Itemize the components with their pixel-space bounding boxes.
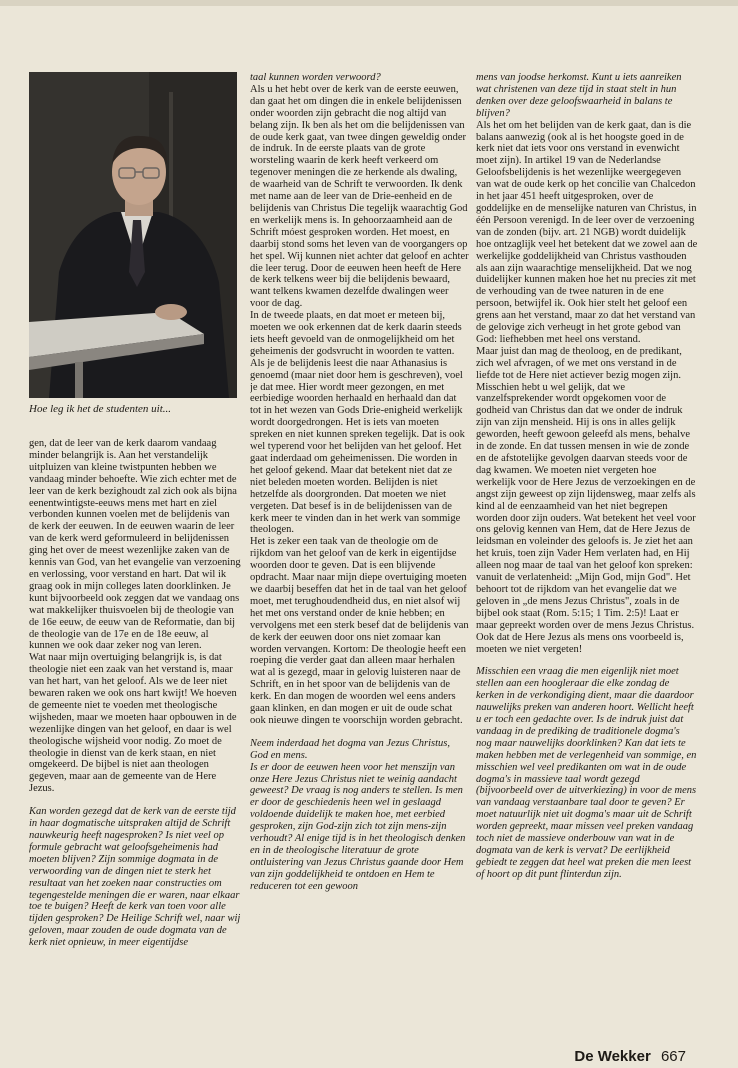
portrait-photo: [29, 72, 237, 398]
photo-caption: Hoe leg ik het de studenten uit...: [29, 403, 172, 415]
article-column-2: [250, 72, 469, 984]
top-edge: [0, 0, 738, 6]
interview-question: Kan worden gezegd dat de kerk van de eerste tijd in haar dogmatische uitspraken altijd de Schrift nauwkeurig heeft nagesproken? Is niet veel op formule gebracht wat geloofsgeheimenis had moeten blijven? Zijn sommige dogmata in de verwoording van de dingen niet te sterk het resultaat van het zoeken naar constructies om tegengestelde meningen die er waren, naar elkaar toe te buigen? Heeft de kerk van toen voor alle tijden gesproken? De Heilige Schrift wel, naar wij geloven, maar zouden de oude dogmata van de kerk niet opnieuw, in meer eigentijdse: [29, 806, 241, 949]
lecturer-illustration: [29, 72, 237, 398]
paragraph: Als u het hebt over de kerk van de eerste eeuwen, dan gaat het om dingen die in enkele belijdenissen onder woorden zijn gebracht die nog altijd van belang zijn. Ik ben als het om die belijdenissen van de oude kerk gaat, van twee dingen geweldig onder de indruk. In de eerste plaats van de grote worsteling waarin de kerk heeft verkeerd om tegenover meningen die ze herkende als dwaling, de waarheid van de Schrift te verwoorden. Ik denk met name aan de leer van de Drie-eenheid en de belijdenis van Christus Die tegelijk waarachtig God en werkelijk mens is. In gehoorzaamheid aan de Schrift móest gesproken worden. Het moest, en daarbij stond soms het leven van de voorgangers op het spel. Wij kunnen niet achter dat geloof en achter die leer terug. Door de eeuwen heen heeft de Here de kerk telkens weer bij die belijdenis bewaard, want telkens kwamen dezelfde dwalingen weer voor de dag.: [250, 83, 469, 310]
page-footer: [574, 1048, 686, 1065]
page-number: 667: [660, 1048, 686, 1065]
interview-question: Neem inderdaad het dogma van Jezus Christus, God en mens.: [250, 737, 450, 761]
paragraph: Wat naar mijn overtuiging belangrijk is, is dat theologie niet een zaak van het verstand is, maar van het hart, van het geloof. Als we de leer niet bewaren raken we ook ons hart kwijt! We hoeven de gemeente niet te voeden met theologische wijsheden, maar we moeten haar opbouwen in de wezenlijke dingen van het geloof, en daar is wel theologische wijsheid voor nodig. Zo moet de theologie in dienst van de kerk staan, en niet omgekeerd. De bijbel is niet aan theologen gegeven, maar aan de gemeente van de Here Jezus.: [29, 652, 237, 795]
article-column-1: [29, 438, 241, 1040]
interview-question: mens van joodse herkomst. Kunt u iets aanreiken wat christenen van deze tijd in staat stelt in hun denken over deze geloofswaarheid in balans te blijven?: [476, 72, 682, 119]
paragraph: Als het om het belijden van de kerk gaat, dan is die balans aanwezig (ook al is het hoogste goed in de kerk niet dat iets voor ons verstand in evenwicht moet zijn). In artikel 19 van de Nederlandse Geloofsbelijdenis is het wezenlijke weergegeven van wat de oude kerk op het concilie van Chalcedon in het jaar 451 heeft uitgesproken, over de goddelijke en de menselijke naturen van Christus, in één Persoon verenigd. In de leer over de verzoening van de zonden (bijv. art. 21 NGB) wordt duidelijk hoe ontzaglijk veel het betekent dat we zowel aan de werkelijke goddelijkheid van Christus vasthouden als aan zijn waarachtige menselijkheid. Dat we nog duidelijker kunnen maken hoe het nu precies zit met de verhouding van de twee naturen in de ene persoon, betwijfel ik. Ook hier stelt het geloof een grens aan het verstand, maar zo dat het verstand van de gelovige zich verheugt in het grote gebod van God: liefhebben met heel ons verstand.: [476, 119, 698, 345]
paragraph: In de tweede plaats, en dat moet er meteen bij, moeten we ook erkennen dat de kerk daarin steeds iets heeft gevoeld van de onmogelijkheid om het geheimenis der godsvrucht in woorden te vatten. Als je de belijdenis leest die naar Athanasius is genoemd (maar niet door hem is geschreven), voel je dat mee. Hier wordt meer gezongen, en met eerbiedige woorden herhaald en herhaald dan dat tot in het wezen van Gods Drie-enigheid werkelijk wordt doorgedrongen. Het is iets van moeten spreken en niet kunnen spreken tegelijk. Dat is ook wel typerend voor het belijden van het geloof. Het gaat inderdaad om geheimenissen. Die worden in het geloof gekend. Maar dat betekent niet dat ze niet beleden moeten worden. Belijden is niet hetzelfde als doorgronden. Dat moeten we niet vergeten. Dat besef is in de belijdenissen van de kerk meer te vinden dan in het werk van sommige theologen.: [250, 310, 465, 536]
interview-question: Is er door de eeuwen heen voor het menszijn van onze Here Jezus Christus niet te weinig aandacht geweest? De vraag is nog anders te stellen. Is men er door de geschiedenis heen wel in geslaagd voldoende duidelijk te maken hoe, met eerbied gesproken, zijn God-zijn zich tot zijn mens-zijn verhoudt? Al enige tijd is in het theologisch denken en in de theologische literatuur de grote ontluistering van Jezus Christus gaande door Hem van zijn goddelijkheid te ontdoen en Hem te reduceren tot een gewoon: [250, 761, 466, 892]
paragraph: Het is zeker een taak van de theologie om de rijkdom van het geloof van de kerk in eigentijdse woorden door te geven. Dat is een blijvende opdracht. Maar naar mijn diepe overtuiging moeten we daarbij beseffen dat het in de taal van het geloof moet, met terughoudendheid dus, en niet alsof wij het met ons verstand onder de knie hebben; en vervolgens met een sterk besef dat de belijdenis van de kerk der eeuwen door ons niet zomaar kan worden vervangen. Kortom: De theologie heeft een roeping die verder gaat dan alleen maar herhalen wat al is gezegd, maar in gelovig luisteren naar de Schrift, en in het spoor van de belijdenis van de kerk. En dan mogen de woorden wel eens anders gaan klinken, en dan mogen er uit de oude schat ook nieuwe dingen te voorschijn worden gebracht.: [250, 536, 469, 726]
paragraph: Maar juist dan mag de theoloog, en de predikant, zich wel afvragen, of we met ons verstand in de liefde tot de Here niet actiever bezig mogen zijn. Misschien hebt u wel gelijk, dat we vanzelfsprekender wordt opgekomen voor de godheid van Christus dan dat we onder de indruk zijn van zijn mensheid. Hij is ons in alles gelijk geworden, heeft gewoon geleefd als mens, behalve in de zonde. En dat tussen mensen in wie de zonde en de afstotelijke gevolgen daarvan steeds voor de dag kwamen. We moeten niet vergeten hoe werkelijk voor de Here Jezus de verzoekingen en de angst zijn geweest op zijn lijdensweg, maar zelfs als kind al de eenzaamheid van het niet begrepen worden door zijn ouders. Wat betekent het veel voor ons gelovig kennen van Hem, dat de Here Jezus de leidsman en voleinder des geloofs is. Je ziet het aan het kruis, toen zijn Vader Hem verlaten had, en Hij alleen nog maar de taal van het geloof kon spreken: vanuit de verlatenheid: „Mijn God, mijn God". Het behoort tot de rijkdom van het evangelie dat we geloven in „de mens Jezus Christus", zoals in de bijbel ook staat (Rom. 5:15; 1 Tim. 2:5)! Laat er maar gepreekt worden over de mens Jezus Christus. Ook dat de Here Jezus als mens ons voorbeeld is, moeten we niet vergeten!: [476, 345, 696, 655]
article-column-3: [476, 72, 698, 1040]
interview-question: Misschien een vraag die men eigenlijk niet moet stellen aan een hoogleraar die elke zondag de kerken in de verkondiging dient, maar die daardoor nauwelijks preken van anderen hoort. Wellicht heeft u er toch een gedachte over. Is de indruk juist dat vandaag in de prediking de traditionele dogma's nog maar nauwelijks doorklinken? Kan dat iets te maken hebben met de verlegenheid van sommige, en misschien wel veel predikanten om wat in de oude dogma's in massieve taal wordt gezegd (bijvoorbeeld over de uitverkiezing) in voor de mens van vandaag verstaanbare taal door te geven? Er moet natuurlijk niet uit dogma's maar uit de Schrift worden gepreekt, maar missen veel preken vandaag toch niet de massieve onderbouw van wat in de dogmata van de kerk is vervat? De eerlijkheid gebiedt te zeggen dat heel wat preken die men leest of hoort op dit punt flinterdun zijn.: [476, 666, 697, 880]
paragraph: gen, dat de leer van de kerk daarom vandaag minder belangrijk is. Aan het verstandelijk uitpluizen van kleine twistpunten hebben we vandaag minder behoefte. Wie zich echter met de leer van de kerk bezighoudt zal zich ook als bijna eenentwintigste-eeuws mens met hart en ziel verbonden kunnen voelen met de belijdenis van de kerk der eeuwen. In de eeuwen waarin de leer van de kerk werd geformuleerd in belijdenissen ging het over de meest wezenlijke zaken van de kennis van God, van het evangelie van verzoening en verlossing, voor verstand en hart. Dat wil ik graag ook in mijn colleges laten doorklinken. Je kunt bijvoorbeeld ook zeggen dat we vandaag ons wat makkelijker thuisvoelen bij de theologie van de 16e eeuw, de eeuw van de Reformatie, dan bij de theologie van de 17e en de 18e eeuw, al kunnen we ook daar zeker nog van leren.: [29, 438, 241, 652]
magazine-name: De Wekker: [574, 1048, 651, 1065]
interview-question: taal kunnen worden verwoord?: [250, 72, 381, 83]
